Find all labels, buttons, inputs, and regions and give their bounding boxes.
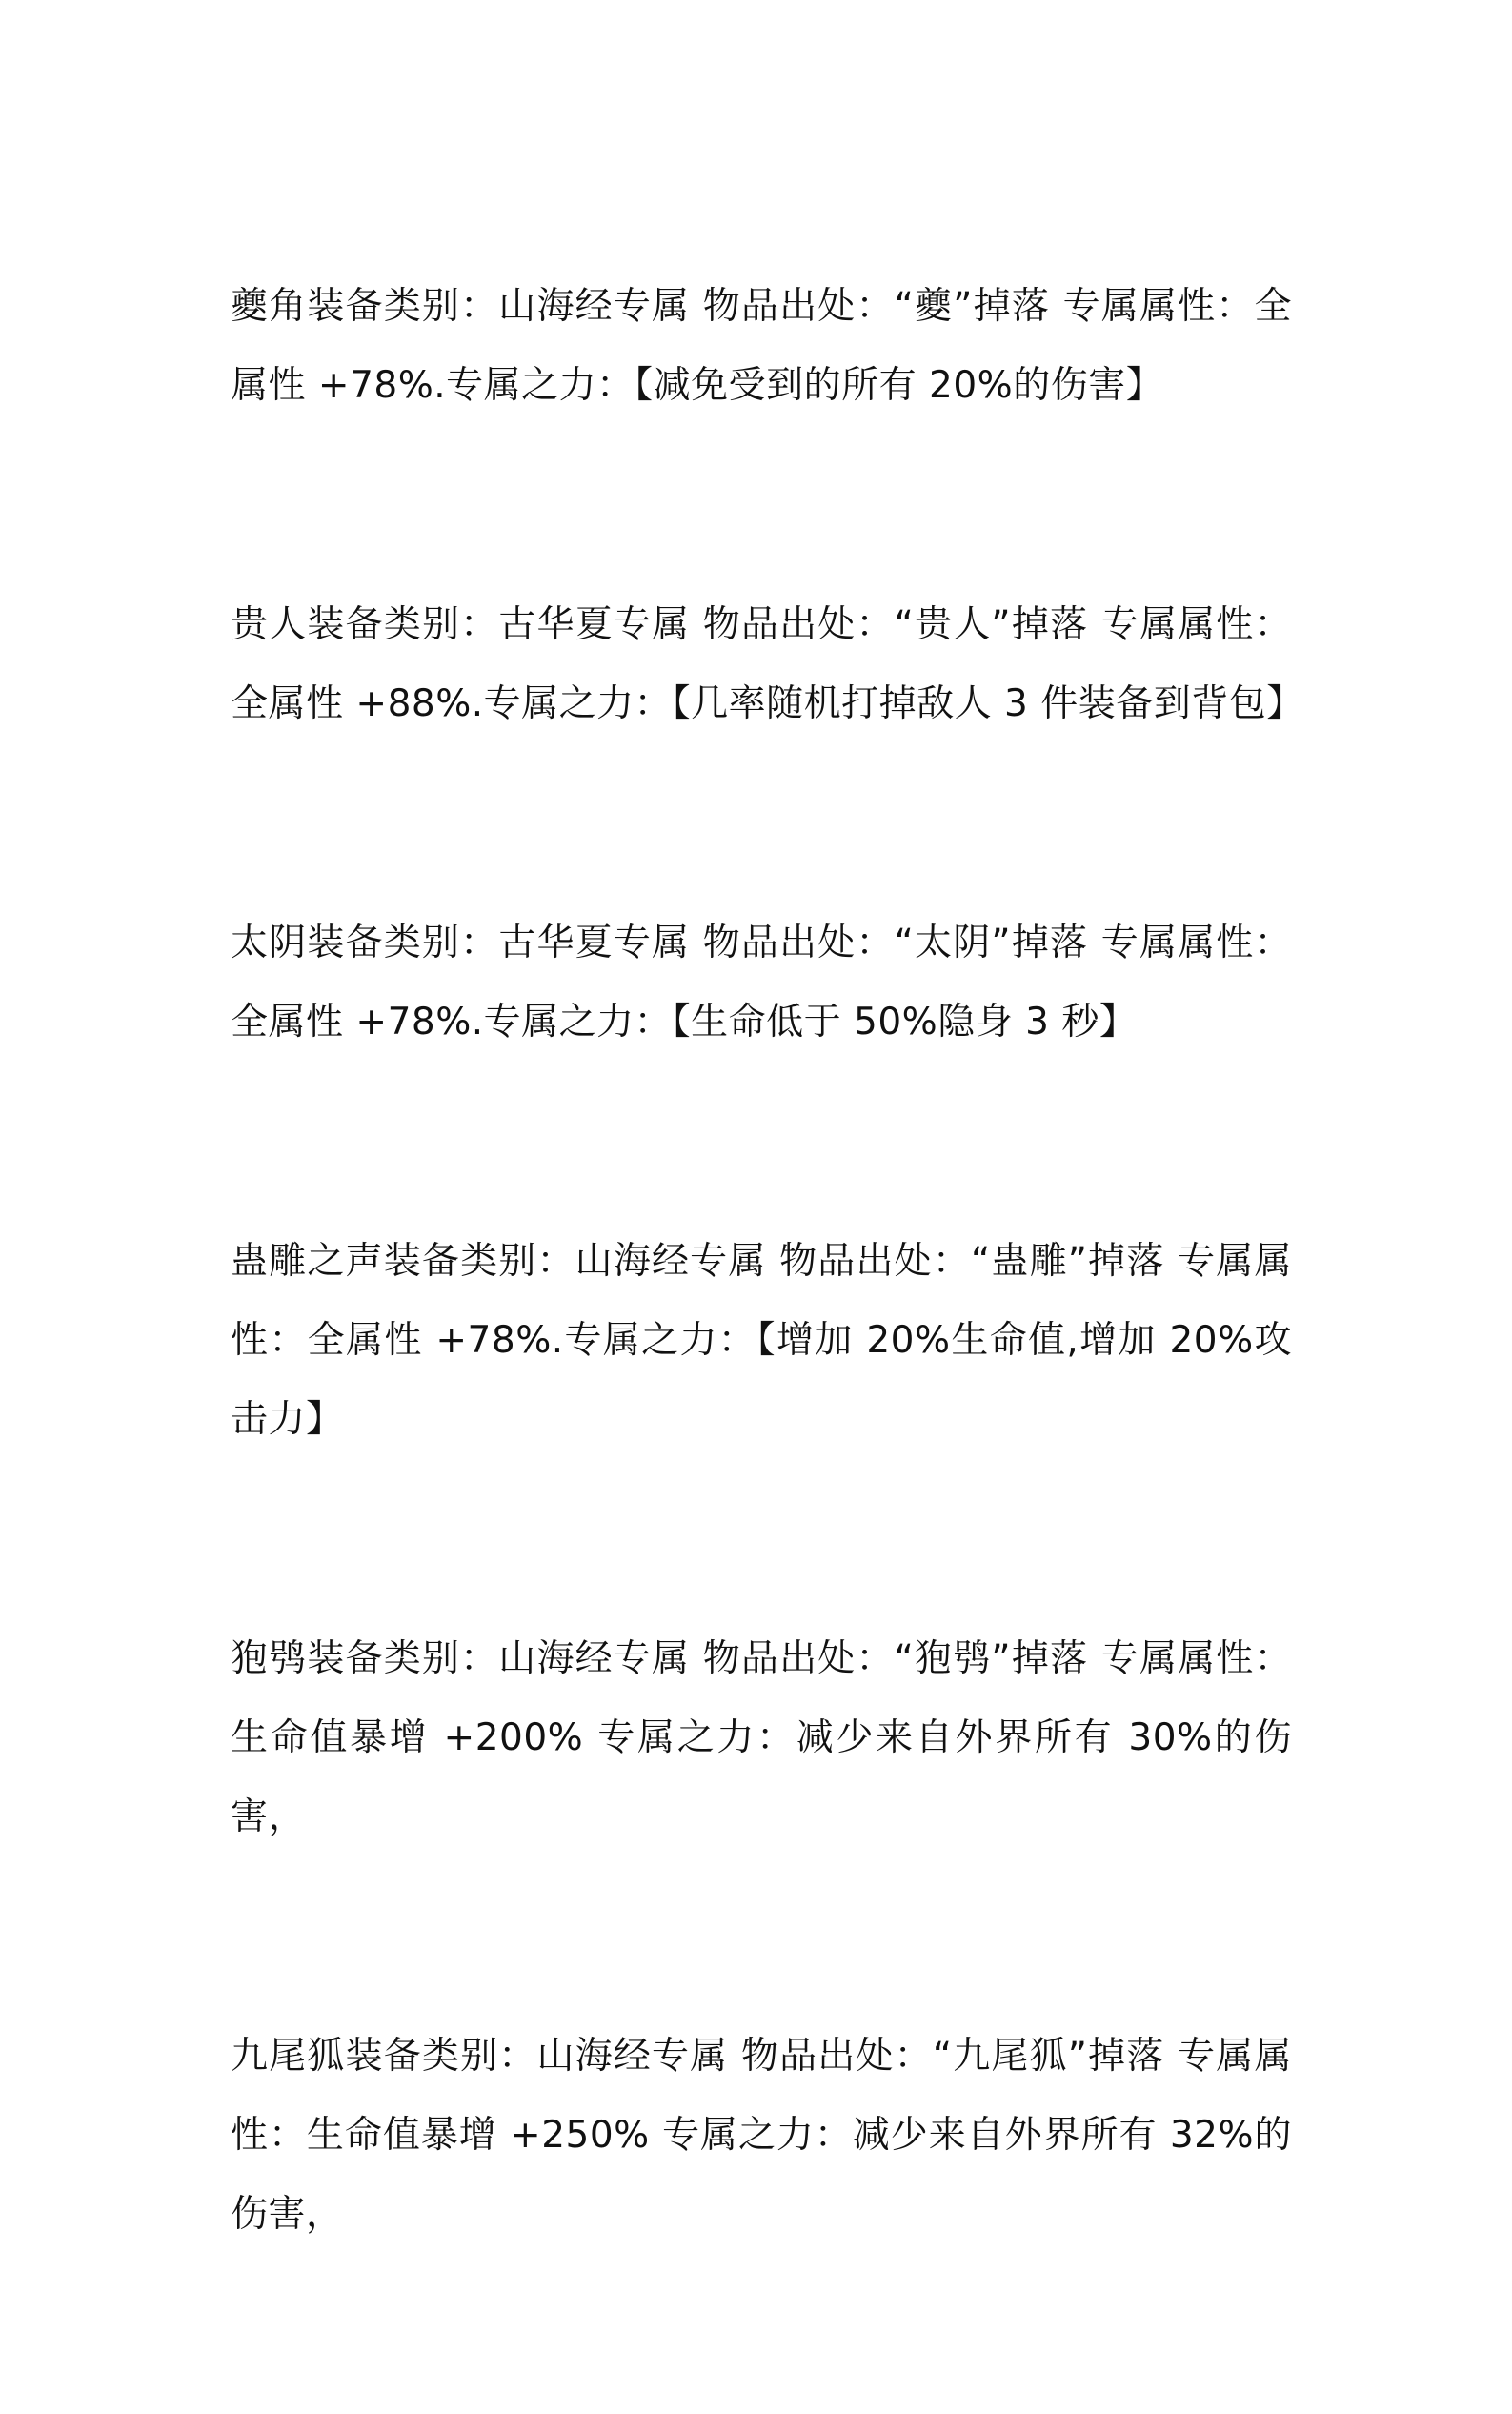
entry-paragraph: 太阴装备类别：古华夏专属 物品出处：“太阴”掉落 专属属性：全属性 +78%.专属之力：【生命低于 50%隐身 3 秒】	[231, 922, 1292, 1044]
entry-paragraph: 贵人装备类别：古华夏专属 物品出处：“贵人”掉落 专属属性：全属性 +88%.专属之力：【几率随机打掉敌人 3 件装备到背包】	[231, 603, 1304, 725]
item-entry-gudiao	[231, 1222, 1292, 1459]
entry-paragraph: 夔角装备类别：山海经专属 物品出处：“夔”掉落 专属属性：全属性 +78%.专属之力：【减免受到的所有 20%的伤害】	[231, 285, 1292, 407]
entry-paragraph: 狍鸮装备类别：山海经专属 物品出处：“狍鸮”掉落 专属属性：生命值暴增 +200% 专属之力：减少来自外界所有 30%的伤害，	[231, 1637, 1292, 1838]
item-entry-paoxiao	[231, 1619, 1292, 1856]
item-entry-kui	[231, 267, 1292, 425]
entry-paragraph: 蛊雕之声装备类别：山海经专属 物品出处：“蛊雕”掉落 专属属性：全属性 +78%.专属之力：【增加 20%生命值,增加 20%攻击力】	[231, 1240, 1292, 1441]
document-body	[231, 267, 1304, 2414]
item-entry-guiren	[231, 585, 1304, 743]
entry-paragraph: 九尾狐装备类别：山海经专属 物品出处：“九尾狐”掉落 专属属性：生命值暴增 +250% 专属之力：减少来自外界所有 32%的伤害，	[231, 2035, 1292, 2236]
item-entry-jiuweihu	[231, 2017, 1292, 2254]
item-entry-taiyin	[231, 903, 1292, 1062]
